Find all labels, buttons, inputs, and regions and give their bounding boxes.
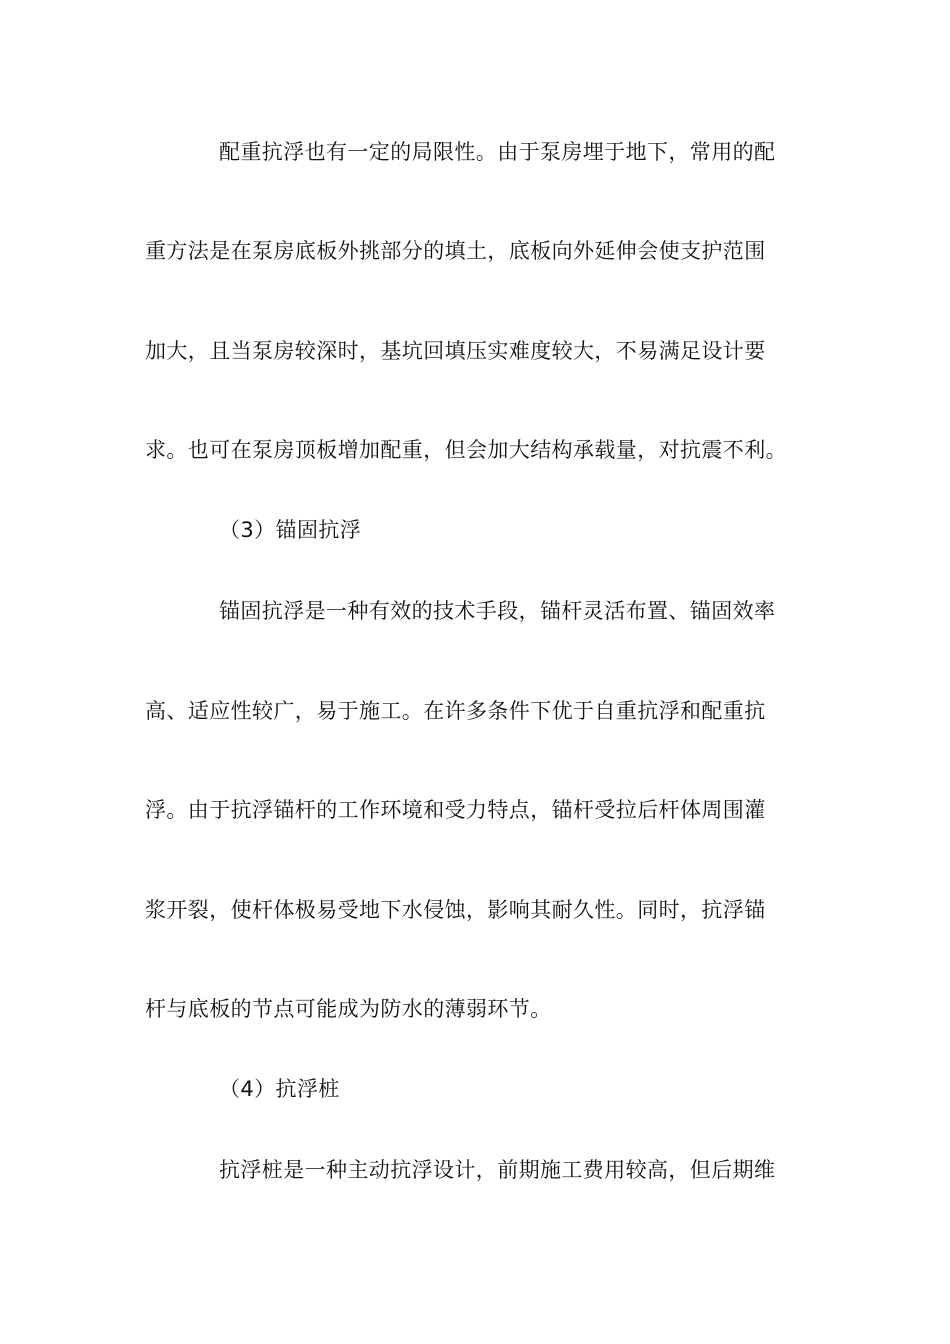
paragraph-line: 浆开裂，使杆体极易受地下水侵蚀，影响其耐久性。同时，抗浮锚 [145,898,766,922]
paragraph-line: 加大，且当泵房较深时，基坑回填压实难度较大，不易满足设计要 [145,339,766,363]
section-heading: （4）抗浮桩 [219,1077,340,1101]
paragraph-line: 抗浮桩是一种主动抗浮设计，前期施工费用较高，但后期维 [219,1158,776,1182]
paragraph-line: 重方法是在泵房底板外挑部分的填土，底板向外延伸会使支护范围 [145,239,766,263]
paragraph-line: 求。也可在泵房顶板增加配重，但会加大结构承载量，对抗震不利。 [145,438,787,462]
paragraph-line: 配重抗浮也有一定的局限性。由于泵房埋于地下，常用的配 [219,140,776,164]
paragraph-line: 浮。由于抗浮锚杆的工作环境和受力特点，锚杆受拉后杆体周围灌 [145,798,766,822]
paragraph-line: 高、适应性较广，易于施工。在许多条件下优于自重抗浮和配重抗 [145,699,766,723]
paragraph-line: 锚固抗浮是一种有效的技术手段，锚杆灵活布置、锚固效率 [219,599,776,623]
paragraph-line: 杆与底板的节点可能成为防水的薄弱环节。 [145,997,552,1021]
section-heading: （3）锚固抗浮 [219,518,362,542]
